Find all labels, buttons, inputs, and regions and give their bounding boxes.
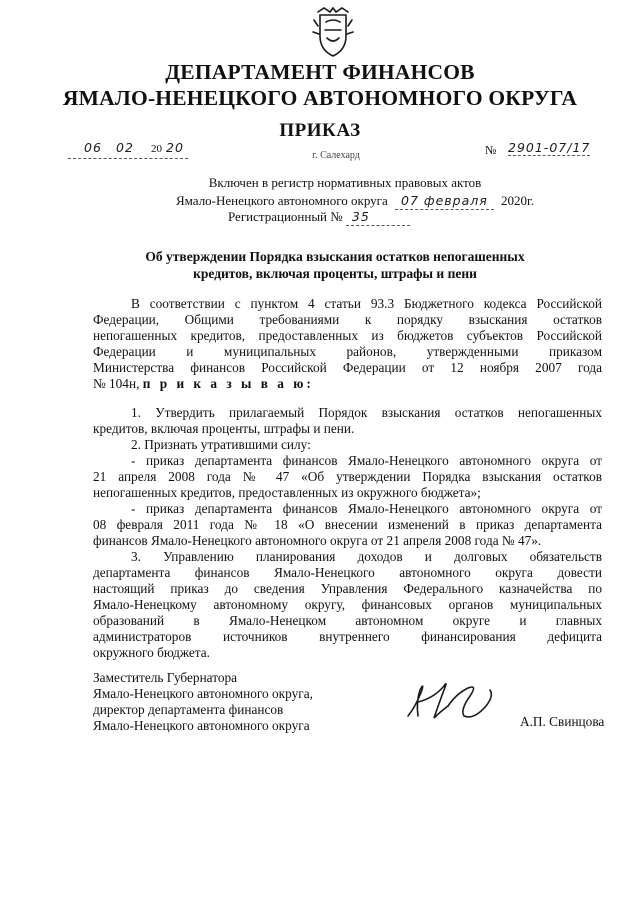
item-line: 21 апреля 2008 года № 47 «Об утверждении Порядка взыскания остатков (93, 469, 602, 484)
item-line: финансов Ямало-Ненецкого автономного округа от 21 апреля 2008 года № 47». (93, 533, 542, 548)
item-line: окружного бюджета. (93, 645, 211, 660)
preamble-paragraph (93, 296, 602, 392)
item-2b (93, 501, 602, 549)
item-line: настоящий приказ до сведения Управления Федерального казначейства по (93, 581, 602, 596)
item-line: администраторов источников внутреннего финансирования дефицита (93, 629, 602, 644)
item-2a (93, 453, 602, 501)
item-line: Ямало-Ненецкому автономному округу, финансовых органов муниципальных (93, 597, 602, 612)
item-line: 1. Утвердить прилагаемый Порядок взыскания остатков непогашенных (131, 405, 602, 420)
registration-line2-suffix: 2020г. (501, 193, 535, 208)
item-line: департамента финансов Ямало-Ненецкого автономного округа довести (93, 565, 602, 580)
registration-line1: Включен в регистр нормативных правовых актов (208, 175, 482, 190)
decree-number: № 104н, (93, 376, 140, 391)
document-type-title: ПРИКАЗ (279, 120, 361, 141)
order-phrase: п р и к а з ы в а ю: (142, 376, 314, 391)
item-3 (93, 549, 602, 661)
registration-line2 (176, 193, 576, 210)
item-line: непогашенных кредитов, предоставленных из окружного бюджета»; (93, 485, 481, 500)
signatory-title (93, 670, 313, 734)
preamble-line: непогашенных кредитов, предоставленных из бюджетов субъектов Российской (93, 328, 602, 343)
date-day: 06 (84, 140, 102, 155)
org-title-line1: ДЕПАРТАМЕНТ ФИНАНСОВ (165, 60, 475, 84)
signatory-line: Ямало-Ненецкого автономного округа, (93, 686, 313, 701)
signatory-name: А.П. Свинцова (520, 714, 605, 729)
org-title-line2: ЯМАЛО-НЕНЕЦКОГО АВТОНОМНОГО ОКРУГА (62, 86, 578, 110)
registration-line3 (228, 209, 628, 226)
signatory-line: Ямало-Ненецкого автономного округа (93, 718, 310, 733)
signatory-line: Заместитель Губернатора (93, 670, 238, 685)
item-line: 08 февраля 2011 года № 18 «О внесении изменений в приказ департамента (93, 517, 602, 532)
item-line: образований в Ямало-Ненецком автономном округе и главных (93, 613, 602, 628)
signatory-line: директор департамента финансов (93, 702, 284, 717)
preamble-line: В соответствии с пунктом 4 статьи 93.3 Бюджетного кодекса Российской (131, 296, 602, 311)
city: г. Салехард (312, 150, 360, 161)
item-1 (93, 405, 602, 437)
registration-date: 07 февраля (395, 193, 494, 210)
item-line: 3. Управлению планирования доходов и долговых обязательств (131, 549, 602, 564)
item-line: 2. Признать утратившими силу: (131, 437, 311, 452)
date-year-suffix: 20 (166, 140, 184, 155)
subject-line1: Об утверждении Порядка взыскания остатков непогашенных (145, 249, 525, 264)
item-line: - приказ департамента финансов Ямало-Ненецкого автономного округа от (131, 501, 602, 516)
order-number: 2901-07/17 (508, 140, 591, 155)
registration-number: 35 (346, 209, 410, 226)
number-label: № (485, 143, 497, 157)
registration-line2-prefix: Ямало-Ненецкого автономного округа (176, 193, 388, 208)
preamble-line: Федерации и муниципальных районов, утвержденными приказом (93, 344, 602, 359)
preamble-last-line (93, 376, 602, 392)
registration-number-label: Регистрационный № (228, 209, 343, 224)
document-subject (100, 248, 570, 282)
preamble-line: Федерации, Общими требованиями к порядку взыскания остатков (93, 312, 602, 327)
item-line: - приказ департамента финансов Ямало-Ненецкого автономного округа от (131, 453, 602, 468)
preamble-line: Министерства финансов Российской Федерации от 12 ноября 2007 года (93, 360, 602, 375)
handwritten-signature-icon (404, 676, 504, 724)
coat-of-arms-icon (310, 6, 356, 58)
date-month: 02 (116, 140, 134, 155)
item-2 (93, 437, 602, 453)
date-year-prefix: 20 (151, 143, 162, 155)
subject-line2: кредитов, включая проценты, штрафы и пени (193, 266, 477, 281)
item-line: кредитов, включая проценты, штрафы и пени. (93, 421, 355, 436)
